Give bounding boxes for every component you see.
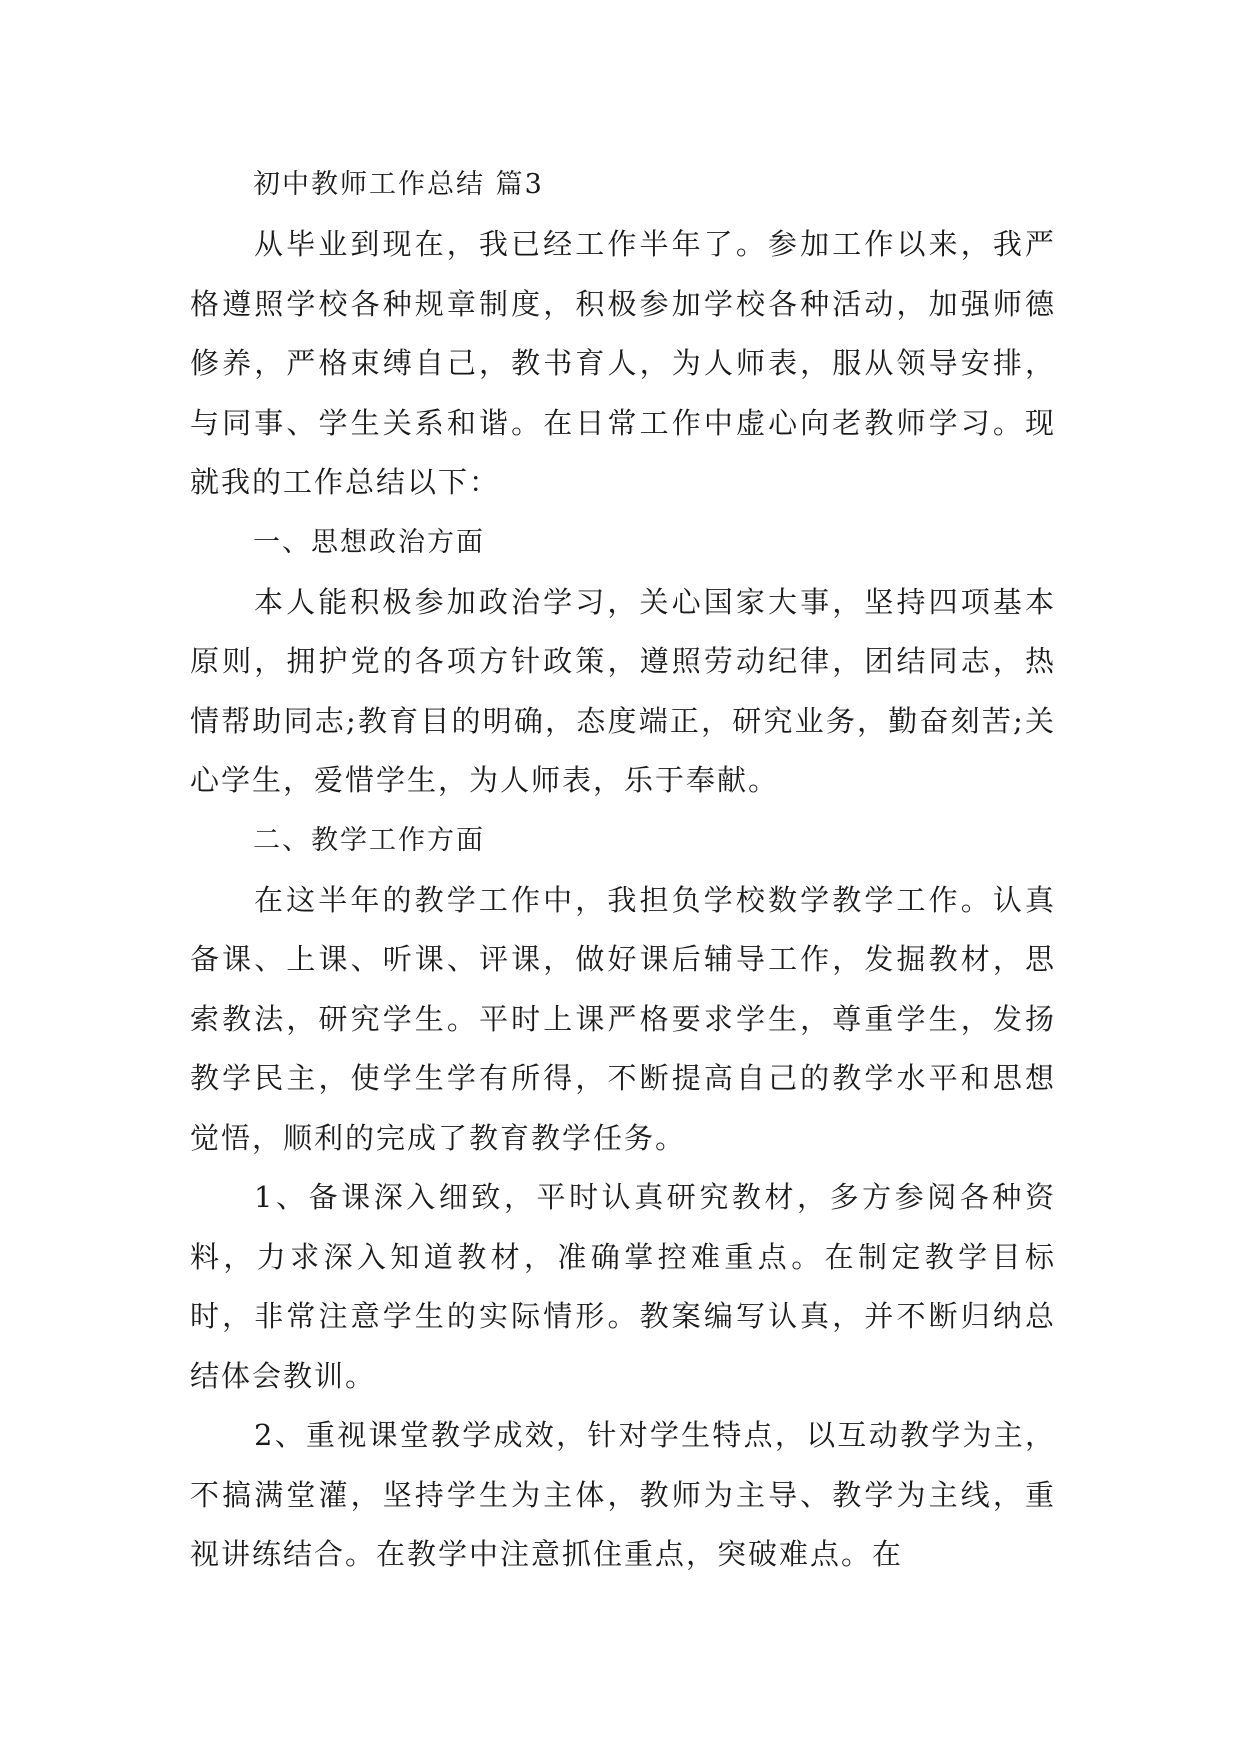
section-heading-ideology: 一、思想政治方面 — [253, 526, 485, 558]
paragraph-intro: 从毕业到现在，我已经工作半年了。参加工作以来，我严格遵照学校各种规章制度，积极参加学校各种活动，加强师德修养，严格束缚自己，教书育人，为人师表，服从领导安排，与同事、学生关系和谐。在日常工作中虚心向老教师学习。现就我的工作总结以下： — [190, 227, 1056, 499]
paragraph-item-2: 2、重视课堂教学成效，针对学生特点，以互动教学为主，不搞满堂灌，坚持学生为主体，教师为主导、教学为主线，重视讲练结合。在教学中注意抓住重点，突破难点。在 — [190, 1418, 1056, 1571]
document-title: 初中教师工作总结 篇3 — [253, 169, 544, 200]
paragraph-teaching: 在这半年的教学工作中，我担负学校数学教学工作。认真备课、上课、听课、评课，做好课后辅导工作，发掘教材，思索教法，研究学生。平时上课严格要求学生，尊重学生，发扬教学民主，使学生学有所得，不断提高自己的教学水平和思想觉悟，顺利的完成了教育教学任务。 — [190, 882, 1056, 1155]
section-heading-teaching: 二、教学工作方面 — [253, 824, 485, 856]
paragraph-ideology: 本人能积极参加政治学习，关心国家大事，坚持四项基本原则，拥护党的各项方针政策，遵照劳动纪律，团结同志，热情帮助同志;教育目的明确，态度端正，研究业务，勤奋刻苦;关心学生，爱惜学生，为人师表，乐于奉献。 — [190, 584, 1056, 797]
paragraph-item-1: 1、备课深入细致，平时认真研究教材，多方参阅各种资料，力求深入知道教材，准确掌控难重点。在制定教学目标时，非常注意学生的实际情形。教案编写认真，并不断归纳总结体会教训。 — [190, 1180, 1056, 1393]
document-body — [190, 155, 1056, 1585]
